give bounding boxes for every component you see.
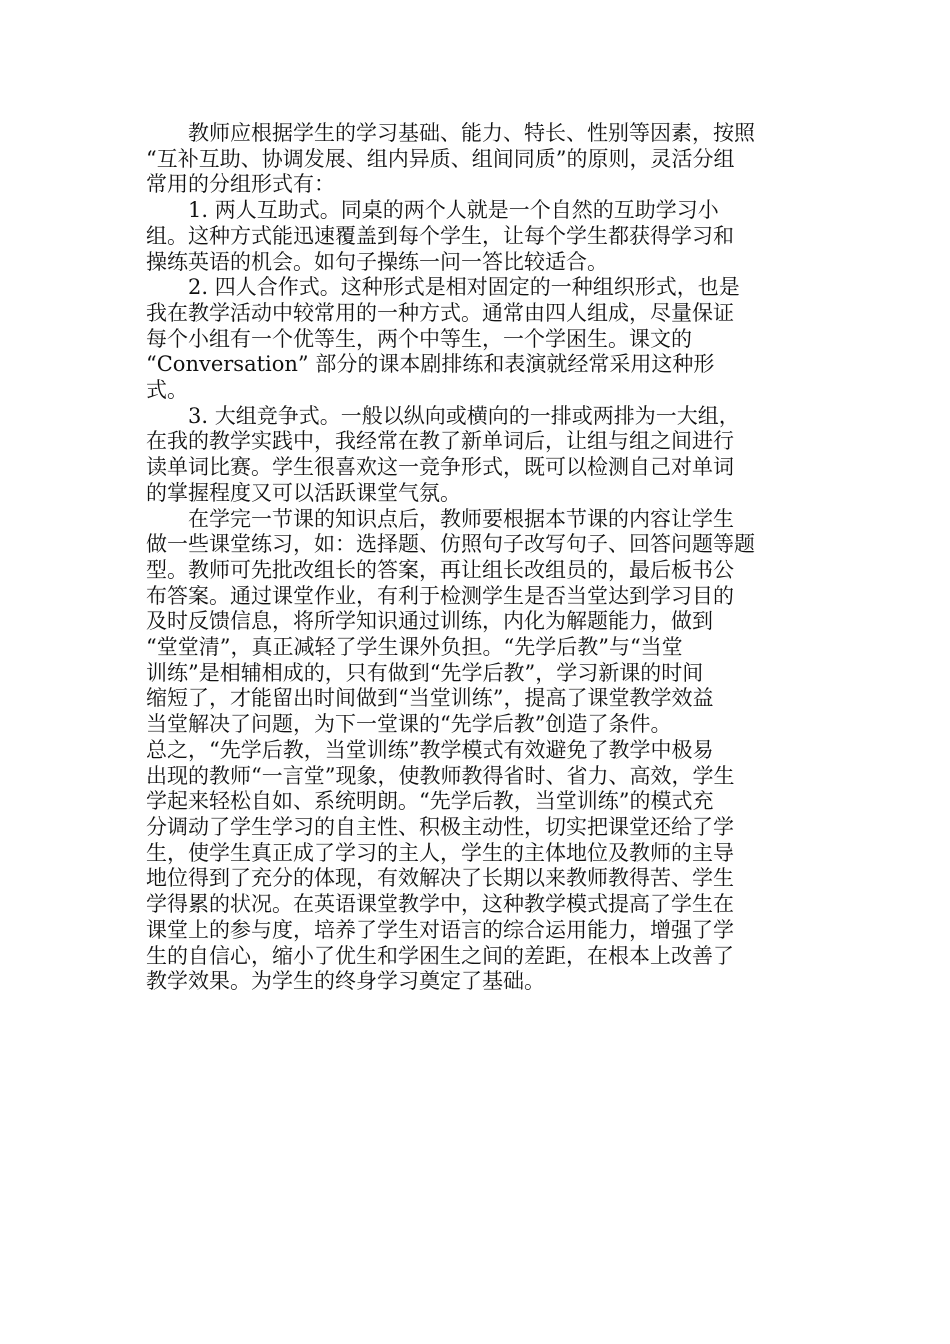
paragraph-conclusion: 总之，“先学后教，当堂训练”教学模式有效避免了教学中极易 出现的教师“一言堂”现象，使教师教得省时、省力、高效，学生 学起来轻松自如、系统明朗。“先学后教，当堂训练”的模式充 分调动了学生学习的自主性、积极主动性，切实把课堂还给了学 生，使学生真正成了学习的主人，学生的主体地位及教师的主导 地位得到了充分的体现，有效解决了长期以来教师教得苦、学生 学得累的状况。在英语课堂教学中，这种教学模式提高了学生在 课堂上的参与度，培养了学生对语言的综合运用能力，增强了学 生的自信心，缩小了优生和学困生之间的差距，在根本上改善了 教学效果。为学生的终身学习奠定了基础。 [146, 737, 735, 994]
paragraph-item-1: 1. 两人互助式。同桌的两个人就是一个自然的互助学习小 组。这种方式能迅速覆盖到每个学生，让每个学生都获得学习和 操练英语的机会。如句子操练一问一答比较适合。 [146, 198, 734, 274]
document-body [146, 121, 811, 995]
paragraph-item-2: 2. 四人合作式。这种形式是相对固定的一种组织形式，也是 我在教学活动中较常用的一种方式。通常由四人组成，尽量保证 每个小组有一个优等生，两个中等生，一个学困生。课文的 “Conversation” 部分的课本剧排练和表演就经常采用这种形 式。 [146, 275, 740, 403]
paragraph-item-3: 3. 大组竞争式。一般以纵向或横向的一排或两排为一大组， 在我的教学实践中，我经常在教了新单词后，让组与组之间进行 读单词比赛。学生很喜欢这一竞争形式，既可以检测自己对单词 的掌握程度又可以活跃课堂气氛。 [146, 403, 740, 505]
paragraph-practice: 在学完一节课的知识点后，教师要根据本节课的内容让学生 做一些课堂练习，如：选择题、仿照句子改写句子、回答问题等题 型。教师可先批改组长的答案，再让组长改组员的，最后板书公 布答案。通过课堂作业，有利于检测学生是否当堂达到学习目的 及时反馈信息，将所学知识通过训练，内化为解题能力，做到 “堂堂清”，真正减轻了学生课外负担。“先学后教”与“当堂 训练”是相辅相成的，只有做到“先学后教”，学习新课的时间 缩短了，才能留出时间做到“当堂训练”，提高了课堂教学效益 当堂解决了问题，为下一堂课的“先学后教”创造了条件。 [146, 506, 755, 737]
paragraph-intro: 教师应根据学生的学习基础、能力、特长、性别等因素，按照 “互补互助、协调发展、组内异质、组间同质”的原则，灵活分组 常用的分组形式有： [146, 121, 755, 197]
